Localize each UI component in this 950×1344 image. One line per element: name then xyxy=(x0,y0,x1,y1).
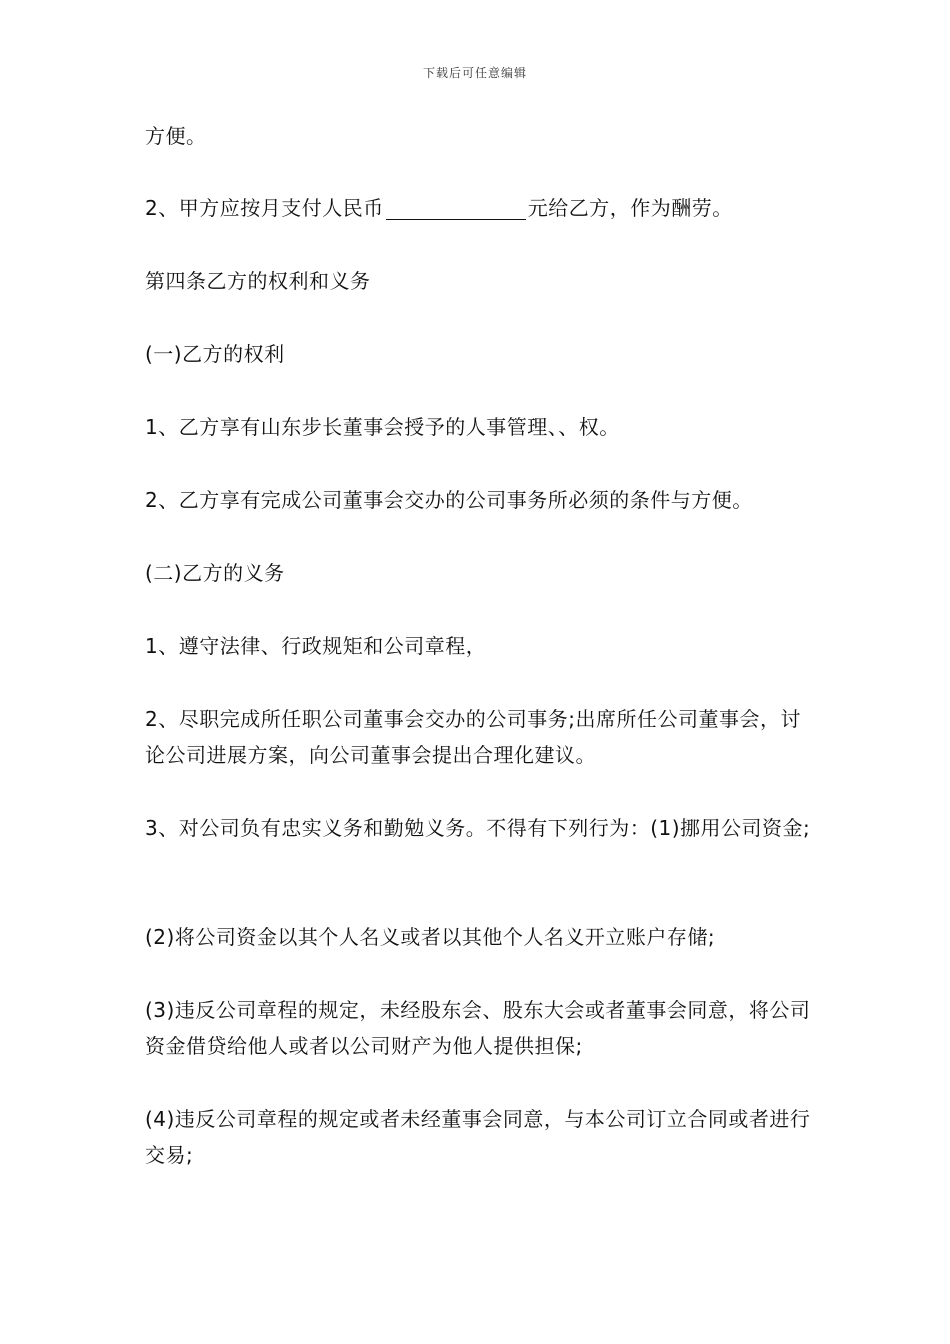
subsection-heading: (一)乙方的权利 xyxy=(145,342,285,366)
blank-line xyxy=(386,197,526,220)
payment-paragraph xyxy=(145,190,820,226)
paragraph: (4)违反公司章程的规定或者未经董事会同意，与本公司订立合同或者进行交易; xyxy=(145,1107,811,1167)
paragraph: 1、乙方享有山东步长董事会授予的人事管理、、权。 xyxy=(145,415,620,439)
paragraph: (2)将公司资金以其个人名义或者以其他个人名义开立账户存储; xyxy=(145,925,716,949)
paragraph: 1、遵守法律、行政规矩和公司章程， xyxy=(145,634,487,658)
paragraph-text: 元给乙方，作为酬劳。 xyxy=(527,196,733,220)
paragraph: 3、对公司负有忠实义务和勤勉义务。不得有下列行为：(1)挪用公司资金; xyxy=(145,816,811,840)
paragraph: 2、尽职完成所任职公司董事会交办的公司事务;出席所任公司董事会，讨论公司进展方案，向公司董事会提出合理化建议。 xyxy=(145,707,801,767)
subsection-heading: (二)乙方的义务 xyxy=(145,561,285,585)
header-note: 下载后可任意编辑 xyxy=(422,66,527,80)
paragraph: 2、乙方享有完成公司董事会交办的公司事务所必须的条件与方便。 xyxy=(145,488,753,512)
paragraph: (3)违反公司章程的规定，未经股东会、股东大会或者董事会同意，将公司资金借贷给他人或者以公司财产为他人提供担保; xyxy=(145,998,811,1058)
paragraph: 方便。 xyxy=(145,124,207,148)
paragraph-text: 2、甲方应按月支付人民币 xyxy=(145,196,384,220)
section-heading: 第四条乙方的权利和义务 xyxy=(145,269,371,293)
